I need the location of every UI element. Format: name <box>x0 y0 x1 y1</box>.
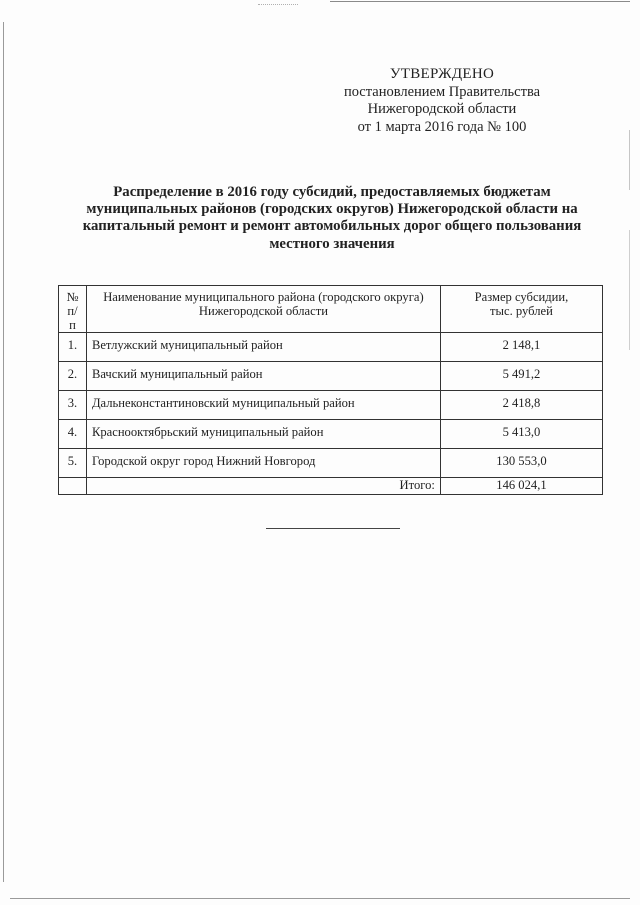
title-line-4: местного значения <box>269 235 395 252</box>
total-number-cell <box>59 478 87 495</box>
row-district-name: Дальнеконстантиновский муниципальный район <box>86 391 440 420</box>
table-row <box>59 362 603 391</box>
approval-line-1: постановлением Правительства <box>343 83 541 100</box>
header-number-line-2: п/п <box>67 304 78 332</box>
table-total-row <box>59 478 603 495</box>
header-name-line-2: Нижегородской области <box>198 304 328 318</box>
title-line-1: Распределение в 2016 году субсидий, предоставляемых бюджетам <box>113 184 551 200</box>
row-amount: 5 413,0 <box>440 420 602 449</box>
header-name-line-1: Наименование муниципального района (городского округа) <box>103 290 424 304</box>
approval-line-3: от 1 марта 2016 года № 100 <box>357 118 527 135</box>
table-row <box>59 391 603 420</box>
title-line-2: муниципальных районов (городских округов) Нижегородской области на <box>86 201 578 218</box>
table-row <box>59 333 603 362</box>
table-row <box>59 420 603 449</box>
row-amount: 130 553,0 <box>440 449 602 478</box>
approval-line-2: Нижегородской области <box>367 101 517 117</box>
header-number-line-1: № <box>66 290 79 304</box>
row-number: 4. <box>59 420 87 449</box>
header-district-name <box>86 286 440 333</box>
total-amount: 146 024,1 <box>440 478 602 495</box>
row-district-name: Городской округ город Нижний Новгород <box>86 449 440 478</box>
total-label: Итого: <box>86 478 440 495</box>
row-district-name: Краснооктябрьский муниципальный район <box>86 420 440 449</box>
scan-edge-top <box>330 1 630 2</box>
approval-stamp <box>300 66 584 136</box>
table-header-row <box>59 286 603 333</box>
row-number: 5. <box>59 449 87 478</box>
scan-edge-bottom <box>10 898 630 899</box>
header-number <box>59 286 87 333</box>
scan-edge-right-lower <box>629 230 630 350</box>
row-number: 3. <box>59 391 87 420</box>
document-title <box>58 184 606 253</box>
row-amount: 2 148,1 <box>440 333 602 362</box>
row-amount: 2 418,8 <box>440 391 602 420</box>
header-subsidy-amount <box>440 286 602 333</box>
title-line-3: капитальный ремонт и ремонт автомобильных дорог общего пользования <box>82 218 582 235</box>
table-row <box>59 449 603 478</box>
row-number: 1. <box>59 333 87 362</box>
subsidy-table <box>58 285 603 495</box>
scan-edge-left <box>3 22 4 882</box>
approval-heading: УТВЕРЖДЕНО <box>389 66 495 82</box>
row-district-name: Ветлужский муниципальный район <box>86 333 440 362</box>
row-number: 2. <box>59 362 87 391</box>
row-district-name: Вачский муниципальный район <box>86 362 440 391</box>
scan-edge-right <box>629 130 630 190</box>
scan-dots-top <box>258 4 298 5</box>
row-amount: 5 491,2 <box>440 362 602 391</box>
closing-rule <box>266 528 400 529</box>
header-sum-line-1: Размер субсидии, <box>474 290 569 304</box>
header-sum-line-2: тыс. рублей <box>490 304 553 318</box>
